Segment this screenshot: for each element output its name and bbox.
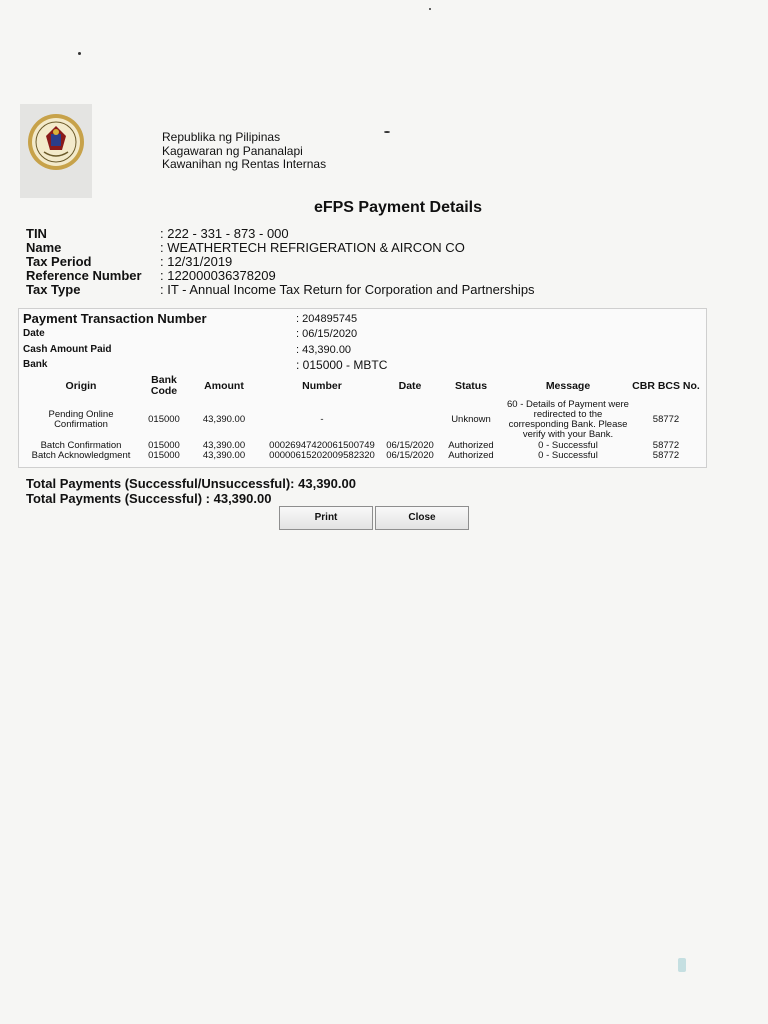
cash-amount-value: : 43,390.00 [296, 344, 352, 356]
tax-period-row [26, 255, 535, 269]
cell-origin [22, 399, 140, 441]
agency-line-2: Kagawaran ng Pananalapi [162, 143, 303, 158]
header-cbr: CBR BCS No. [632, 379, 700, 392]
cell-status: Authorized [448, 450, 494, 461]
header-bank-code-text: Bank Code [150, 374, 178, 397]
tax-type-value: : IT - Annual Income Tax Return for Corporation and Partnerships [160, 282, 535, 297]
total-successful-value: : 43,390.00 [205, 491, 272, 506]
name-label: Name [26, 240, 62, 255]
cell-cbr: 58772 [652, 440, 680, 451]
payment-date-value: : 06/15/2020 [296, 328, 358, 340]
scan-speck [429, 8, 431, 10]
scan-smudge [678, 958, 686, 972]
cell-amount: 43,390.00 [202, 440, 246, 451]
scan-speck [78, 52, 81, 55]
cell-message: 60 - Details of Payment were redirected to the corresponding Bank. Please verify with your Bank. [507, 399, 629, 440]
cash-amount-label: Cash Amount Paid [23, 344, 112, 355]
reference-number-row [26, 269, 535, 283]
agency-header [162, 131, 326, 172]
payment-date-label: Date [23, 328, 45, 339]
tin-row [26, 227, 535, 241]
cell-number: 00000615202009582320 [269, 450, 375, 461]
bir-seal-icon [26, 112, 86, 172]
agency-line-1: Republika ng Pilipinas [162, 130, 281, 144]
cell-message: 0 - Successful [538, 450, 598, 461]
tax-type-row [26, 283, 535, 297]
table-row [22, 399, 702, 441]
tin-label: TIN [26, 226, 47, 241]
cell-status: Unknown [451, 414, 491, 425]
header-number: Number [302, 379, 342, 392]
reference-number-label: Reference Number [26, 268, 142, 283]
payment-transaction-number-value: : 204895745 [296, 313, 358, 325]
header-origin: Origin [65, 379, 97, 392]
payment-transaction-number-label: Payment Transaction Number [23, 311, 207, 326]
cell-amount: 43,390.00 [202, 450, 246, 461]
total-successful-label: Total Payments (Successful) [26, 491, 203, 506]
total-all-payments: Total Payments (Successful/Unsuccessful): 43,390.00 [26, 476, 356, 491]
print-button[interactable]: Print [279, 506, 373, 530]
cell-cbr: 58772 [652, 450, 680, 461]
header-status: Status [454, 379, 488, 392]
bank-label: Bank [23, 359, 48, 370]
reference-number-value: : 122000036378209 [160, 268, 276, 283]
page-title: eFPS Payment Details [313, 199, 483, 216]
cell-bank-code: 015000 [148, 440, 180, 451]
cell-origin: Batch Acknowledgment [31, 450, 131, 461]
table-header-row [22, 373, 702, 399]
tax-period-label: Tax Period [26, 254, 92, 269]
agency-line-3: Kawanihan ng Rentas Internas [162, 157, 327, 171]
name-value: : WEATHERTECH REFRIGERATION & AIRCON CO [160, 240, 465, 255]
cell-date [384, 399, 436, 441]
tax-type-label: Tax Type [26, 282, 81, 297]
table-row [22, 451, 702, 461]
scan-speck [384, 131, 390, 133]
cell-number: 00026947420061500749 [269, 440, 375, 451]
cell-bank-code: 015000 [148, 450, 180, 461]
totals [26, 476, 356, 506]
cell-date: 06/15/2020 [386, 450, 434, 461]
bank-value: : 015000 - MBTC [296, 358, 388, 372]
cell-date: 06/15/2020 [386, 440, 434, 451]
cell-amount: 43,390.00 [202, 414, 246, 425]
cell-number: - [320, 414, 324, 425]
close-button[interactable]: Close [375, 506, 469, 530]
cell-message: 0 - Successful [538, 440, 598, 451]
header-date: Date [398, 379, 422, 392]
taxpayer-info [26, 227, 535, 297]
header-message: Message [545, 379, 591, 392]
cell-origin: Batch Confirmation [40, 440, 122, 451]
cell-bank-code: 015000 [148, 414, 180, 425]
header-bank-code [140, 373, 188, 399]
payment-transactions-table [22, 373, 702, 461]
tin-value: : 222 - 331 - 873 - 000 [160, 226, 289, 241]
name-row [26, 241, 535, 255]
cell-origin-text: Pending Online Confirmation [48, 409, 114, 430]
total-successful-payments [26, 491, 356, 506]
cell-status: Authorized [448, 440, 494, 451]
logo-box [20, 104, 92, 198]
tax-period-value: : 12/31/2019 [160, 254, 233, 269]
header-amount: Amount [204, 379, 244, 392]
cell-cbr: 58772 [652, 414, 680, 425]
payment-details-panel [18, 308, 707, 468]
